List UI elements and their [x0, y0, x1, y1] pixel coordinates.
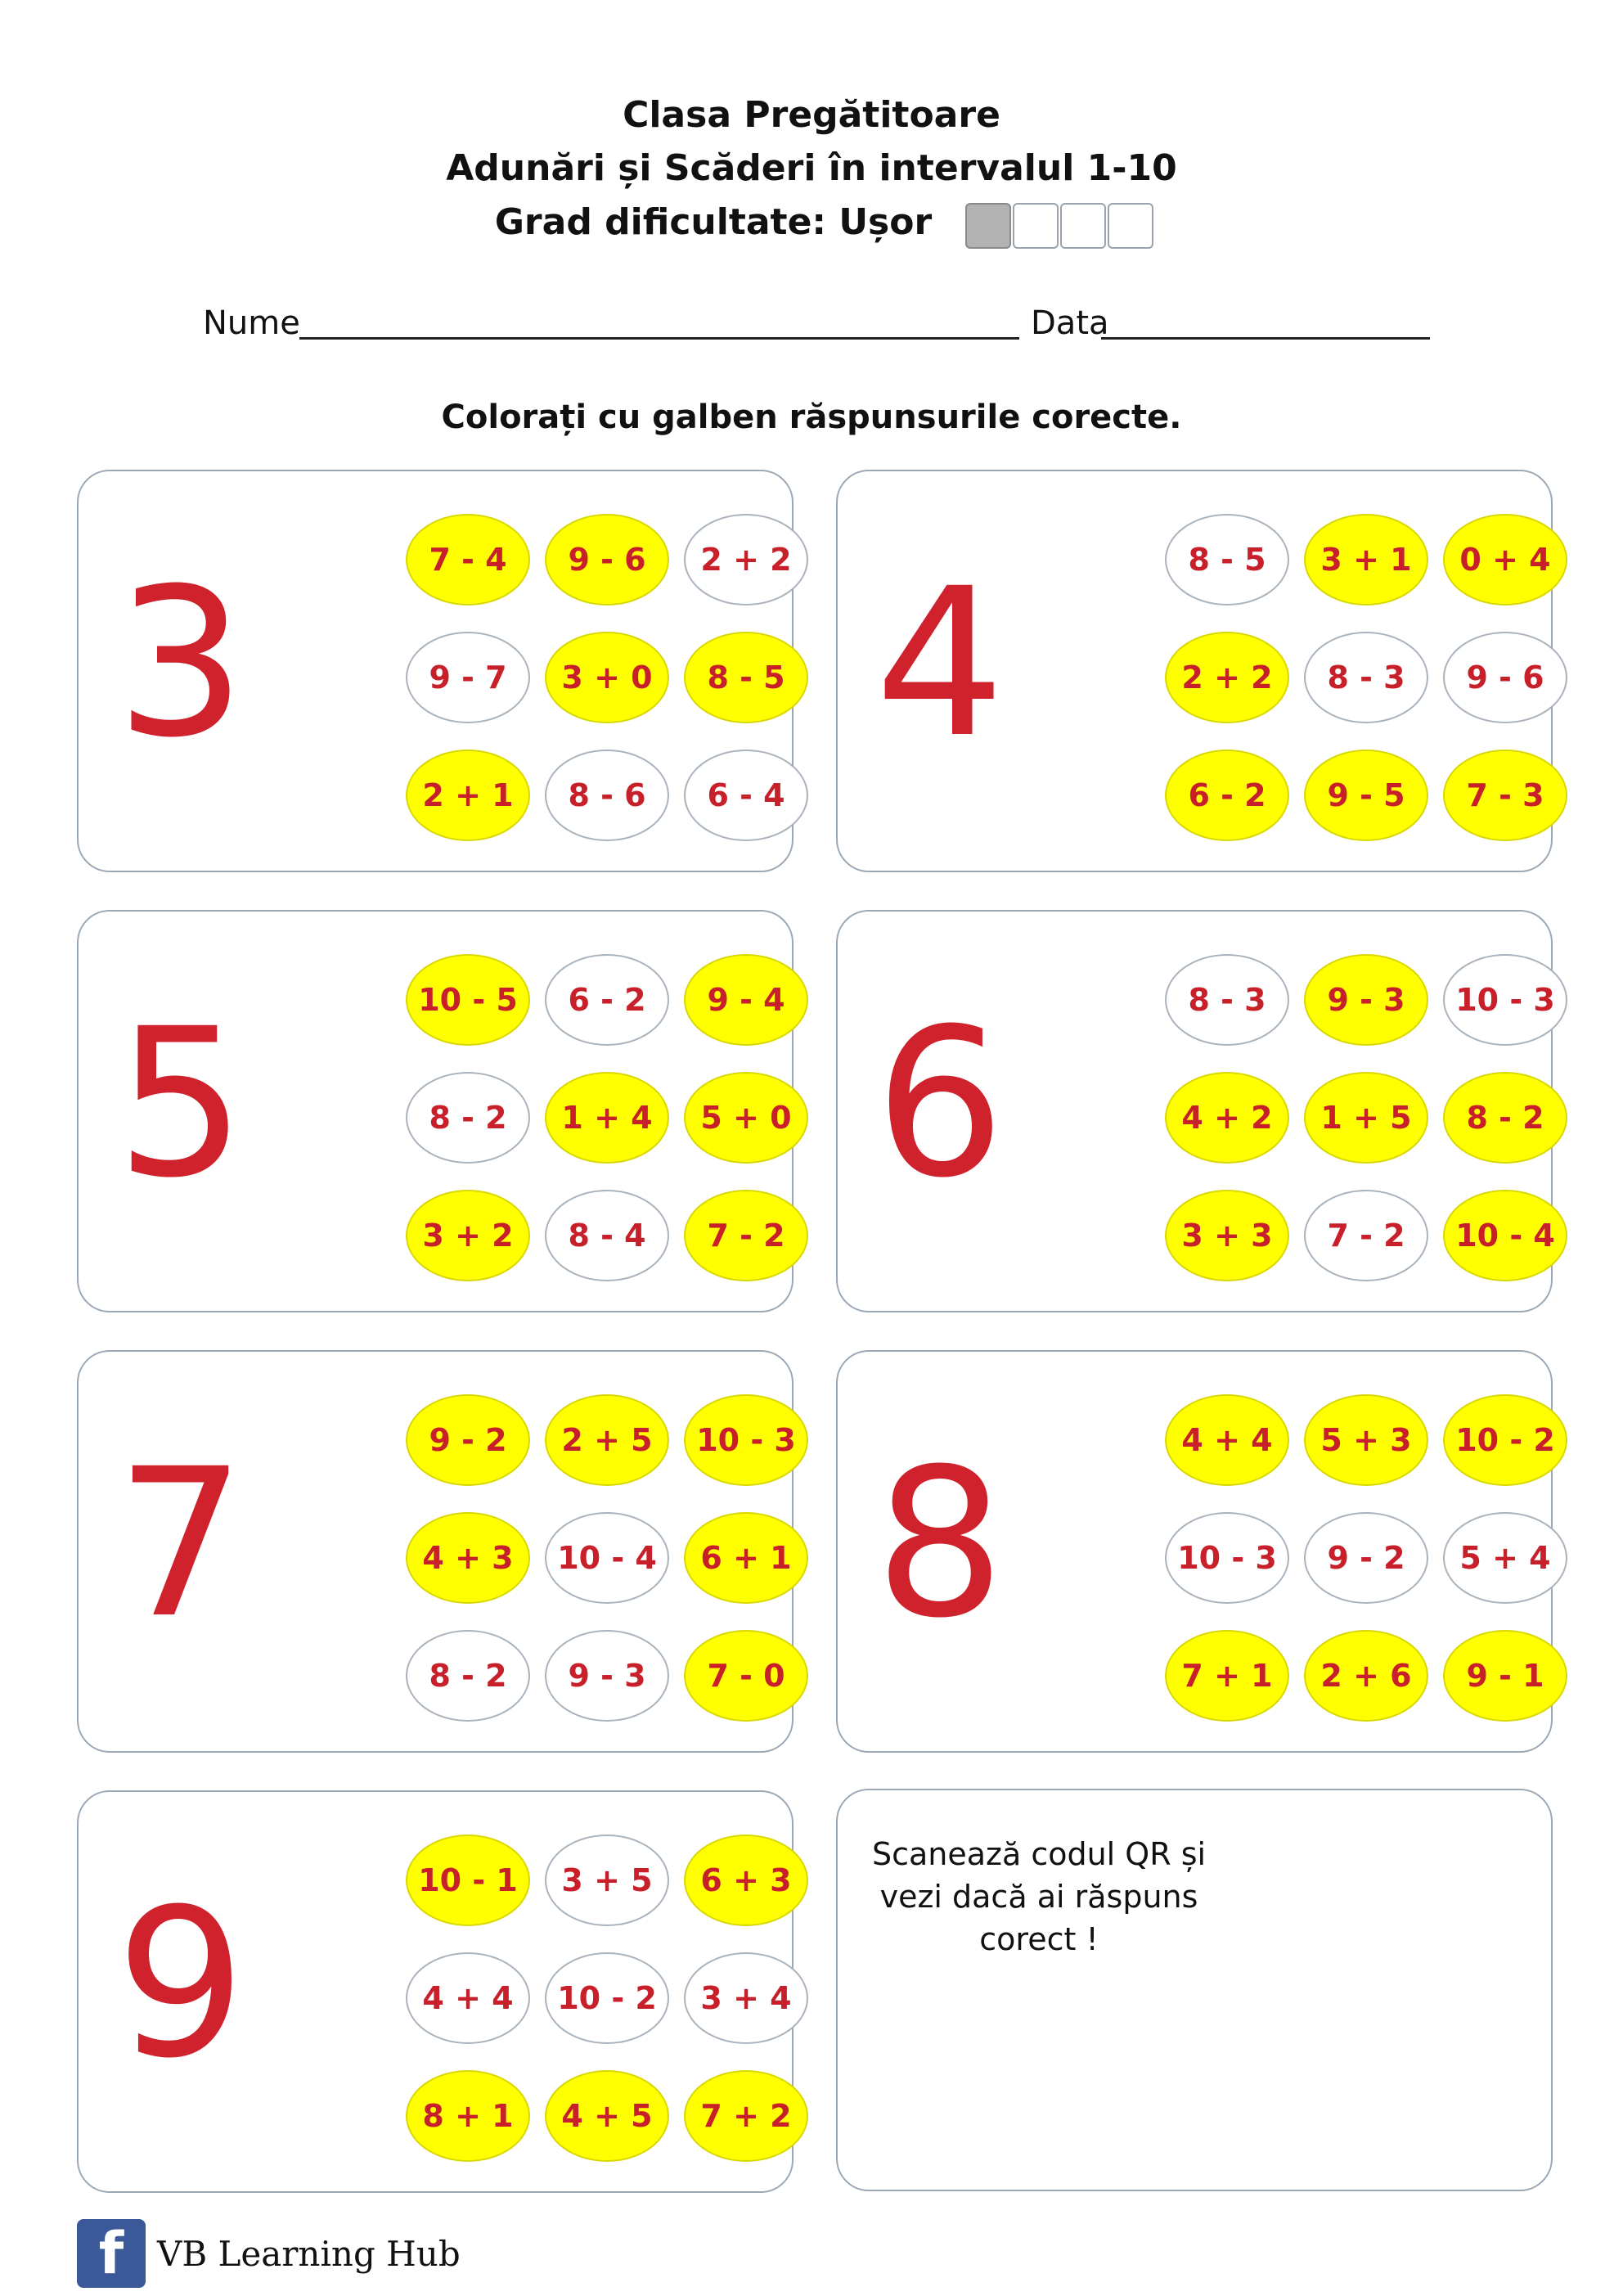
expression-oval[interactable]: 7 - 4 [406, 514, 530, 606]
expression-oval[interactable]: 4 + 4 [1165, 1394, 1289, 1486]
expression-oval[interactable]: 8 - 3 [1304, 632, 1428, 723]
facebook-icon[interactable]: f [77, 2219, 146, 2288]
expression-oval[interactable]: 10 - 2 [1443, 1394, 1567, 1486]
target-number: 4 [874, 544, 1005, 782]
expression-oval[interactable]: 0 + 4 [1443, 514, 1567, 606]
expression-oval[interactable]: 3 + 1 [1304, 514, 1428, 606]
expression-oval[interactable]: 6 + 3 [684, 1835, 808, 1926]
expression-oval[interactable]: 5 + 0 [684, 1072, 808, 1164]
name-field-line[interactable] [299, 337, 1019, 340]
target-number: 3 [115, 544, 246, 782]
date-field-line[interactable] [1101, 337, 1430, 340]
exercise-card-7 [77, 1350, 794, 1753]
expression-oval[interactable]: 4 + 2 [1165, 1072, 1289, 1164]
expression-oval[interactable]: 7 + 1 [1165, 1630, 1289, 1722]
expression-oval[interactable]: 9 - 2 [406, 1394, 530, 1486]
expression-oval[interactable]: 8 - 6 [545, 750, 669, 841]
difficulty-meter [965, 203, 1155, 249]
qr-text-line: Scanează codul QR și [871, 1836, 1207, 1872]
expression-oval[interactable]: 2 + 6 [1304, 1630, 1428, 1722]
expression-oval[interactable]: 9 - 3 [545, 1630, 669, 1722]
expression-oval[interactable]: 10 - 4 [1443, 1190, 1567, 1281]
expression-oval[interactable]: 3 + 2 [406, 1190, 530, 1281]
expression-oval[interactable]: 8 + 1 [406, 2070, 530, 2162]
difficulty-box [1013, 203, 1059, 249]
expression-oval[interactable]: 9 - 2 [1304, 1512, 1428, 1604]
expression-oval[interactable]: 6 + 1 [684, 1512, 808, 1604]
expression-oval[interactable]: 9 - 4 [684, 954, 808, 1046]
expression-oval[interactable]: 7 - 2 [684, 1190, 808, 1281]
expression-oval[interactable]: 2 + 2 [1165, 632, 1289, 723]
expression-oval[interactable]: 9 - 6 [545, 514, 669, 606]
footer-brand [77, 2219, 461, 2288]
date-label: Data [1031, 304, 1109, 342]
expression-oval[interactable]: 9 - 7 [406, 632, 530, 723]
expression-oval[interactable]: 3 + 5 [545, 1835, 669, 1926]
target-number: 8 [874, 1425, 1005, 1663]
difficulty-box [965, 203, 1011, 249]
expression-oval[interactable]: 1 + 4 [545, 1072, 669, 1164]
expression-oval[interactable]: 4 + 5 [545, 2070, 669, 2162]
expression-oval[interactable]: 7 - 0 [684, 1630, 808, 1722]
expression-oval[interactable]: 5 + 3 [1304, 1394, 1428, 1486]
expression-oval[interactable]: 8 - 5 [684, 632, 808, 723]
exercise-card-5 [77, 910, 794, 1312]
expression-oval[interactable]: 9 - 1 [1443, 1630, 1567, 1722]
expression-oval[interactable]: 7 + 2 [684, 2070, 808, 2162]
expression-oval[interactable]: 4 + 3 [406, 1512, 530, 1604]
expression-oval[interactable]: 2 + 5 [545, 1394, 669, 1486]
expression-oval[interactable]: 6 - 2 [1165, 750, 1289, 841]
expression-oval[interactable]: 10 - 2 [545, 1952, 669, 2044]
target-number: 7 [115, 1425, 246, 1663]
expression-oval[interactable]: 3 + 3 [1165, 1190, 1289, 1281]
qr-text-line: corect ! [979, 1921, 1099, 1957]
exercise-card-3 [77, 470, 794, 872]
expression-oval[interactable]: 8 - 4 [545, 1190, 669, 1281]
expression-oval[interactable]: 9 - 6 [1443, 632, 1567, 723]
difficulty-label: Grad dificultate: Ușor [494, 201, 933, 243]
exercise-card-8 [836, 1350, 1553, 1753]
exercise-card-6 [836, 910, 1553, 1312]
exercise-card-4 [836, 470, 1553, 872]
expression-oval[interactable]: 6 - 4 [684, 750, 808, 841]
expression-oval[interactable]: 9 - 3 [1304, 954, 1428, 1046]
expression-oval[interactable]: 4 + 4 [406, 1952, 530, 2044]
target-number: 5 [115, 984, 246, 1222]
name-label: Nume [203, 304, 300, 342]
qr-instruction [867, 1833, 1211, 1961]
expression-oval[interactable]: 2 + 2 [684, 514, 808, 606]
worksheet-topic-title: Adunări și Scăderi în intervalul 1-10 [446, 147, 1177, 189]
expression-oval[interactable]: 8 - 2 [406, 1630, 530, 1722]
expression-oval[interactable]: 10 - 3 [1165, 1512, 1289, 1604]
expression-oval[interactable]: 1 + 5 [1304, 1072, 1428, 1164]
expression-oval[interactable]: 8 - 2 [406, 1072, 530, 1164]
expression-oval[interactable]: 2 + 1 [406, 750, 530, 841]
expression-oval[interactable]: 3 + 4 [684, 1952, 808, 2044]
expression-oval[interactable]: 6 - 2 [545, 954, 669, 1046]
difficulty-box [1108, 203, 1153, 249]
expression-oval[interactable]: 10 - 3 [1443, 954, 1567, 1046]
target-number: 6 [874, 984, 1005, 1222]
expression-oval[interactable]: 10 - 4 [545, 1512, 669, 1604]
instruction-text: Colorați cu galben răspunsurile corecte. [441, 398, 1182, 436]
expression-oval[interactable]: 7 - 2 [1304, 1190, 1428, 1281]
qr-text-line: vezi dacă ai răspuns [879, 1879, 1198, 1915]
exercise-card-9 [77, 1790, 794, 2193]
expression-oval[interactable]: 9 - 5 [1304, 750, 1428, 841]
worksheet-class-title: Clasa Pregătitoare [623, 94, 1000, 136]
expression-oval[interactable]: 8 - 2 [1443, 1072, 1567, 1164]
expression-oval[interactable]: 10 - 3 [684, 1394, 808, 1486]
expression-oval[interactable]: 3 + 0 [545, 632, 669, 723]
expression-oval[interactable]: 10 - 1 [406, 1835, 530, 1926]
expression-oval[interactable]: 7 - 3 [1443, 750, 1567, 841]
expression-oval[interactable]: 10 - 5 [406, 954, 530, 1046]
target-number: 9 [115, 1865, 246, 2103]
expression-oval[interactable]: 5 + 4 [1443, 1512, 1567, 1604]
difficulty-box [1060, 203, 1106, 249]
expression-oval[interactable]: 8 - 3 [1165, 954, 1289, 1046]
brand-name: VB Learning Hub [157, 2233, 461, 2274]
expression-oval[interactable]: 8 - 5 [1165, 514, 1289, 606]
